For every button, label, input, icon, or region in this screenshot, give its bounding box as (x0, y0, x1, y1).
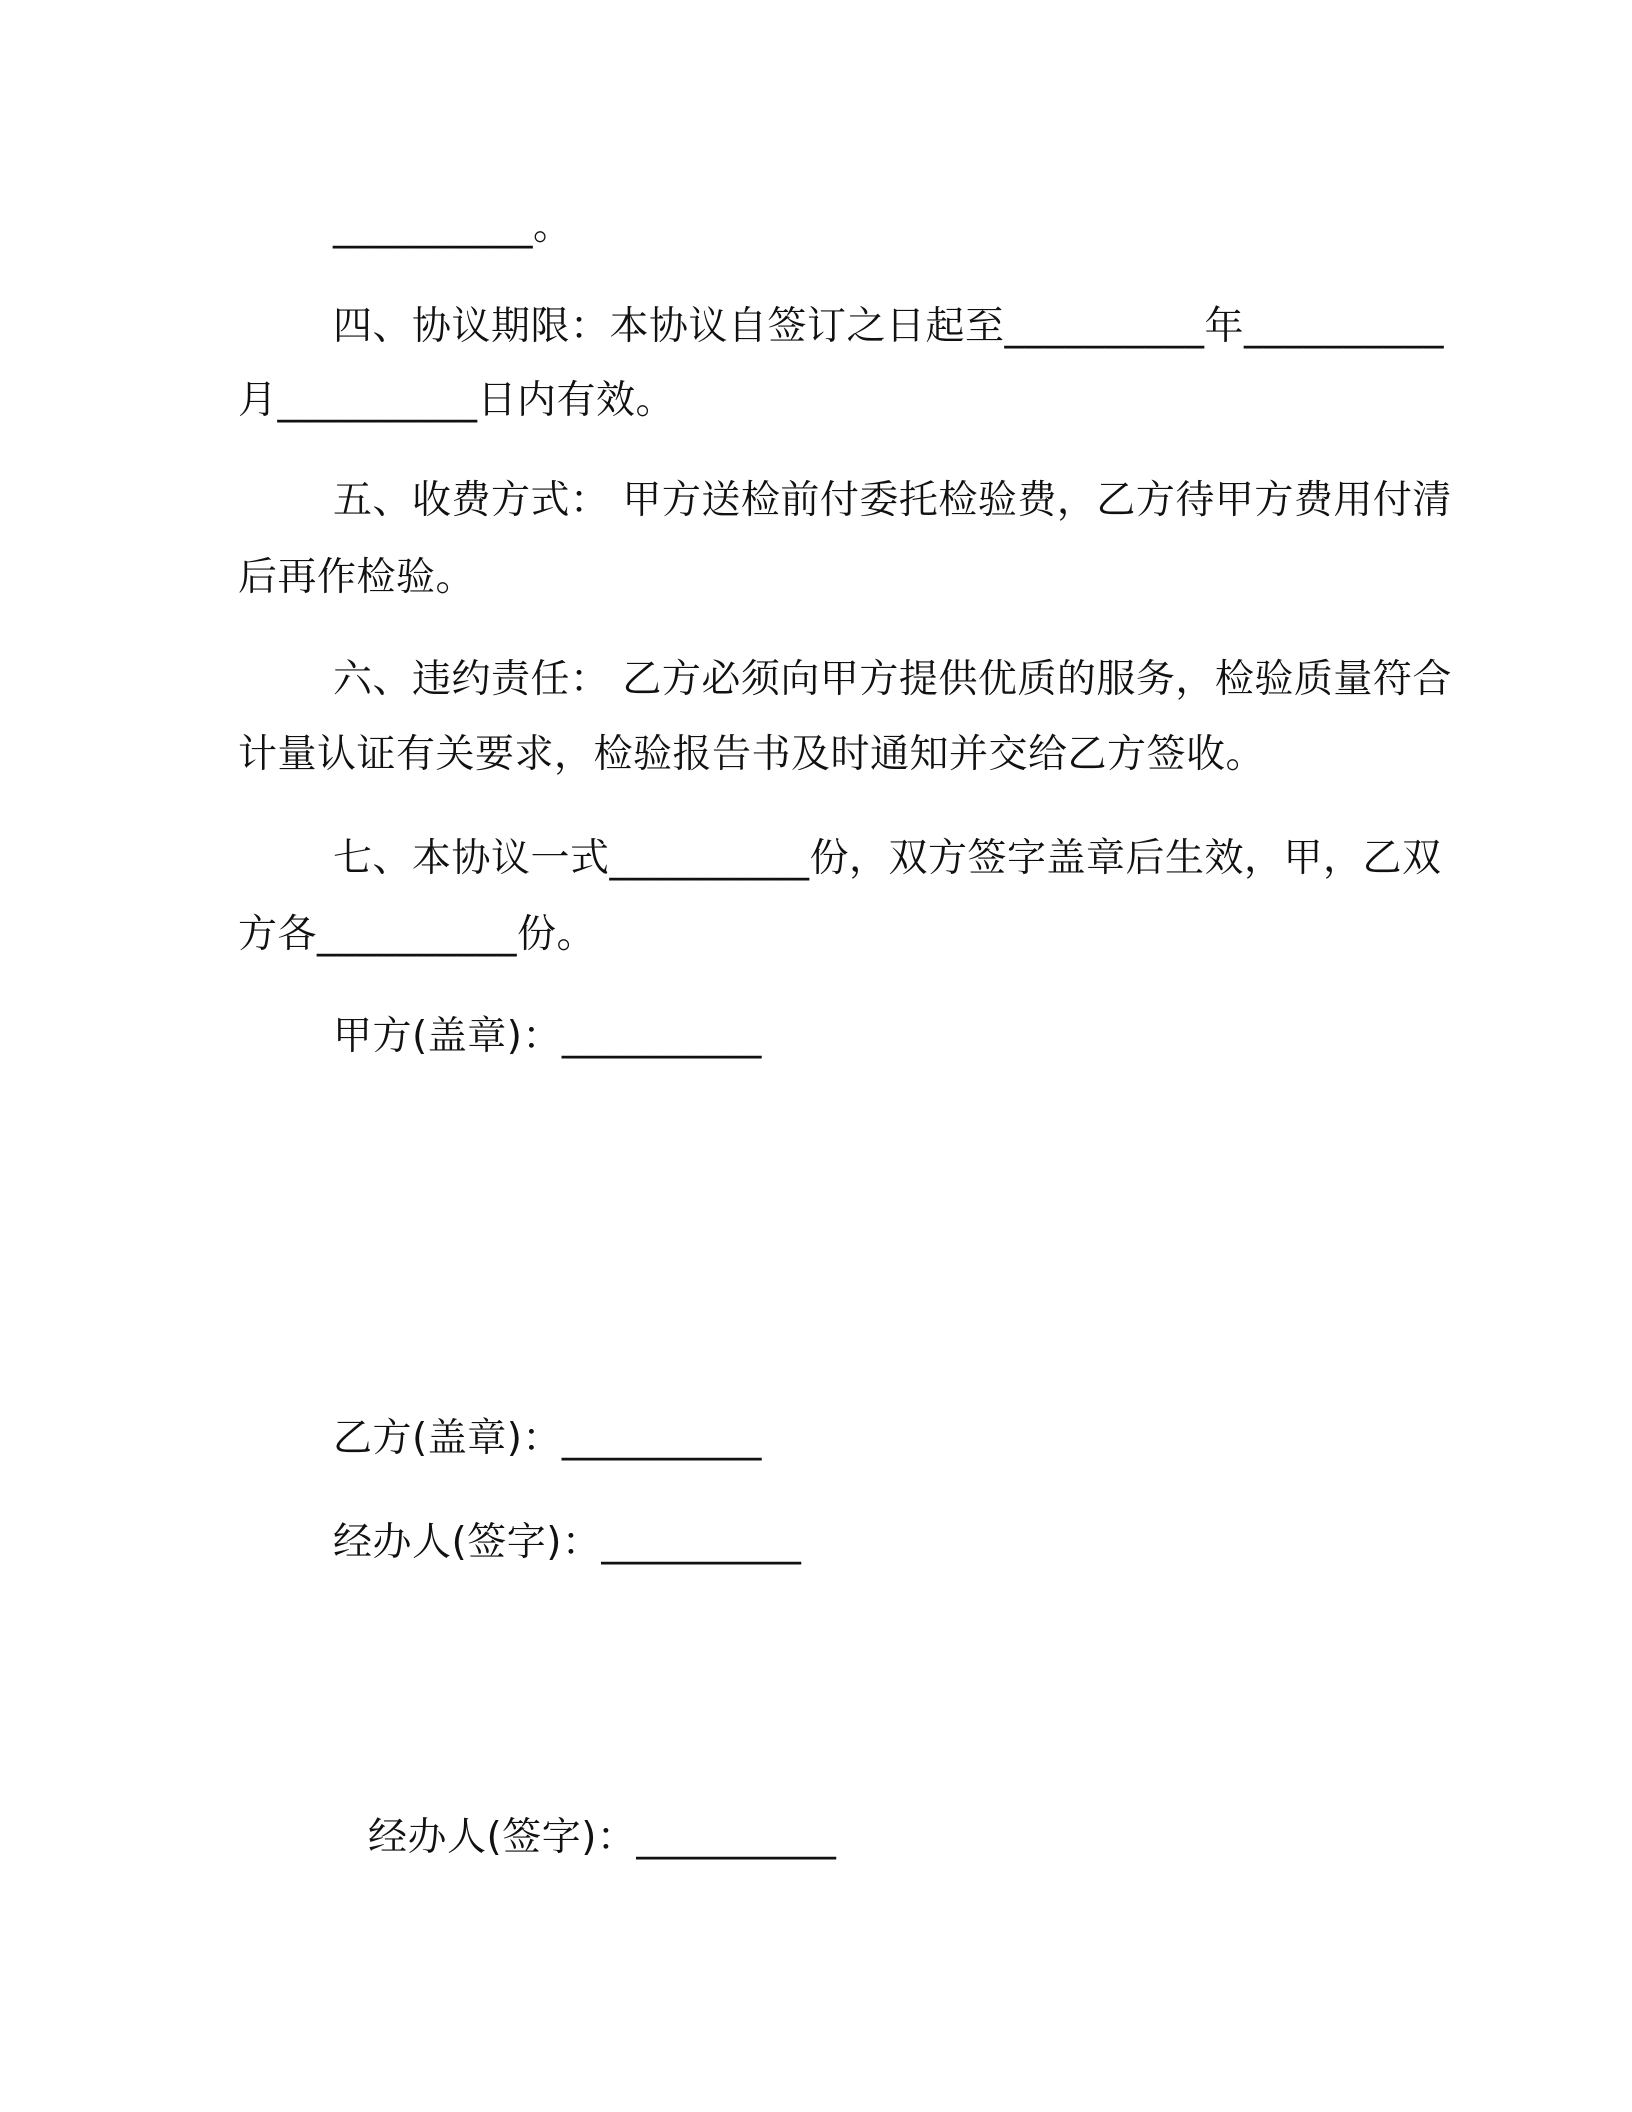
handler-signature-line-1: 经办人(签字)：__________ (333, 1520, 802, 1565)
clause-5-payment-line-1: 五、收费方式： 甲方送检前付委托检验费，乙方待甲方费用付清 (333, 478, 1452, 523)
clause-4-term-line-2: 月__________日内有效。 (238, 378, 676, 423)
handler-signature-line-2: 经办人(签字)：__________ (368, 1815, 837, 1860)
party-a-seal-line: 甲方(盖章)：__________ (333, 1014, 762, 1059)
clause-4-term-line-1: 四、协议期限：本协议自签订之日起至__________年__________ (333, 304, 1445, 349)
clause-6-liability-line-2: 计量认证有关要求，检验报告书及时通知并交给乙方签收。 (238, 732, 1266, 777)
party-b-seal-line: 乙方(盖章)：__________ (333, 1416, 762, 1461)
clause-6-liability-line-1: 六、违约责任： 乙方必须向甲方提供优质的服务，检验质量符合 (333, 657, 1452, 702)
clause-5-payment-line-2: 后再作检验。 (238, 555, 476, 600)
clause-7-copies-line-1: 七、本协议一式__________份，双方签字盖章后生效，甲，乙双 (333, 836, 1442, 881)
clause-7-copies-line-2: 方各__________份。 (238, 912, 597, 957)
clause-continuation: __________。 (333, 204, 573, 249)
